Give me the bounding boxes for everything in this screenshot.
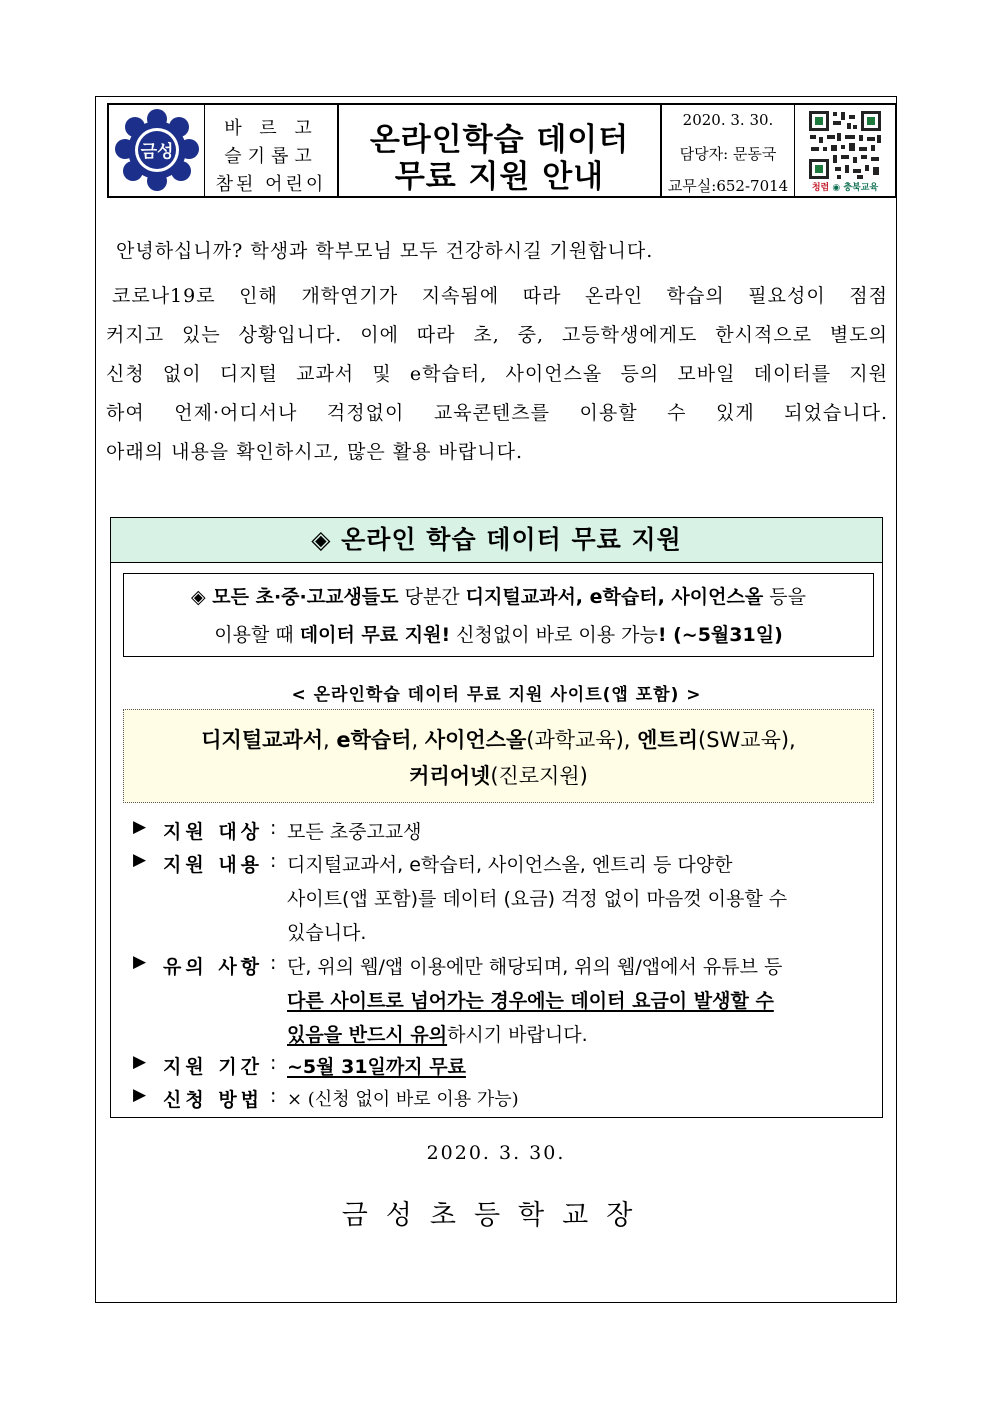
detail-label: 지원 내용 [163, 854, 264, 876]
site-e-learning: e학습터 [336, 728, 412, 752]
highlight-sites: 디지털교과서, e학습터, 사이언스올 [465, 586, 764, 608]
highlight-line-2 [124, 620, 873, 647]
detail-value: 디지털교과서, e학습터, 사이언스올, 엔트리 등 다양한 [287, 854, 733, 876]
contact-person: 담당자: 문동국 [679, 145, 777, 163]
motto-line-3: 참된 어린이 [215, 174, 327, 195]
office-phone: 교무실:652-7014 [667, 177, 789, 195]
arrow-icon: ▶ [133, 817, 147, 837]
sites-caption: < 온라인학습 데이터 무료 지원 사이트(앱 포함) > [291, 685, 702, 705]
highlight-text: 당분간 [398, 586, 466, 608]
school-motto-cell [205, 105, 339, 196]
page-title-line-1: 온라인학습 데이터 [369, 122, 630, 158]
principal-signature: 금성초등학교장 [341, 1200, 651, 1231]
period-value: ~5월 31일까지 무료 [287, 1056, 466, 1078]
detail-colon: : [270, 1085, 277, 1107]
arrow-icon: ▶ [133, 1085, 147, 1105]
site-science-all: 사이언스올 [424, 728, 527, 752]
highlight-free: 데이터 무료 지원! [299, 624, 451, 646]
site-note: (과학교육), [526, 728, 638, 752]
highlight-text: 등을 [763, 586, 806, 608]
detail-value: 단, 위의 웹/앱 이용에만 해당되며, 위의 웹/앱에서 유튜브 등 [287, 956, 783, 978]
emblem-text: 금성 [140, 142, 174, 162]
caution-rest: 하시기 바랍니다. [447, 1024, 588, 1046]
motto-line-1: 바 르 고 [224, 118, 318, 139]
notice-heading: ◈ 온라인 학습 데이터 무료 지원 [111, 518, 882, 563]
detail-value: 모든 초중고교생 [287, 821, 422, 843]
arrow-icon: ▶ [133, 952, 147, 972]
intro-line-3: 신청 없이 디지털 교과서 및 e학습터, 사이언스올 등의 모바일 데이터를 지원 [106, 363, 888, 385]
detail-colon: : [270, 850, 277, 872]
site-note: (SW교육), [698, 728, 796, 752]
qr-caption: 청렴 ◉ 충북교육 [811, 183, 879, 193]
sites-box [123, 709, 874, 803]
intro-line-4: 하여 언제·어디서나 걱정없이 교육콘텐츠를 이용할 수 있게 되었습니다. [106, 402, 888, 424]
sites-line-2 [124, 760, 873, 790]
school-emblem-cell [109, 105, 205, 196]
greeting-text: 안녕하십니까? 학생과 학부모님 모두 건강하시길 기원합니다. [116, 240, 654, 262]
footer-date: 2020. 3. 30. [426, 1142, 566, 1164]
caution-emphasis: 있음을 반드시 유의 [287, 1024, 448, 1046]
highlight-line-1 [124, 582, 873, 609]
site-sep: , [322, 728, 337, 752]
intro-line-5: 아래의 내용을 확인하시고, 많은 활용 바랍니다. [106, 441, 524, 463]
site-entry: 엔트리 [637, 728, 698, 752]
site-sep: , [411, 728, 425, 752]
detail-label: 지원 대상 [163, 821, 264, 843]
qr-code-icon [807, 109, 883, 181]
detail-colon: : [270, 1052, 277, 1074]
detail-label: 신청 방법 [163, 1089, 264, 1111]
page-title-line-2: 무료 지원 안내 [394, 159, 605, 195]
arrow-icon: ▶ [133, 1052, 147, 1072]
detail-value: 사이트(앱 포함)를 데이터 (요금) 걱정 없이 마음껏 이용할 수 [287, 888, 788, 910]
detail-colon: : [270, 817, 277, 839]
highlight-text: 이용할 때 [214, 624, 300, 646]
site-career-net: 커리어넷 [409, 764, 491, 788]
header-table [107, 103, 897, 198]
motto-line-2: 슬기롭고 [224, 146, 318, 167]
highlight-period: ! (~5월31일) [657, 624, 783, 646]
detail-colon: : [270, 952, 277, 974]
qr-caption-right: 충북교육 [843, 183, 879, 193]
header-date: 2020. 3. 30. [682, 111, 774, 129]
detail-value: 있습니다. [287, 922, 367, 944]
highlight-text: 신청없이 바로 이용 가능 [450, 624, 658, 646]
school-emblem-icon [109, 105, 205, 196]
highlight-target: ◈ 모든 초·중·고교생들도 [191, 586, 399, 608]
notice-box [110, 517, 883, 1118]
qr-caption-left: 청렴 [811, 183, 830, 193]
intro-line-1: 코로나19로 인해 개학연기가 지속됨에 따라 온라인 학습의 필요성이 점점 [112, 285, 888, 307]
detail-label: 유의 사항 [163, 956, 264, 978]
info-cell [662, 105, 795, 196]
detail-label: 지원 기간 [163, 1056, 264, 1078]
caution-emphasis: 다른 사이트로 넘어가는 경우에는 데이터 요금이 발생할 수 [287, 990, 774, 1012]
title-cell [339, 105, 662, 196]
detail-value: × (신청 없이 바로 이용 가능) [287, 1089, 519, 1110]
sites-line-1 [124, 724, 873, 754]
arrow-icon: ▶ [133, 850, 147, 870]
qr-cell [795, 105, 895, 196]
site-note: (진로지원) [490, 764, 588, 788]
site-digital-textbook: 디지털교과서 [201, 728, 323, 752]
intro-line-2: 커지고 있는 상황입니다. 이에 따라 초, 중, 고등학생에게도 한시적으로 별도의 [106, 324, 888, 346]
detail-value [287, 1020, 588, 1047]
highlight-box [123, 573, 874, 657]
